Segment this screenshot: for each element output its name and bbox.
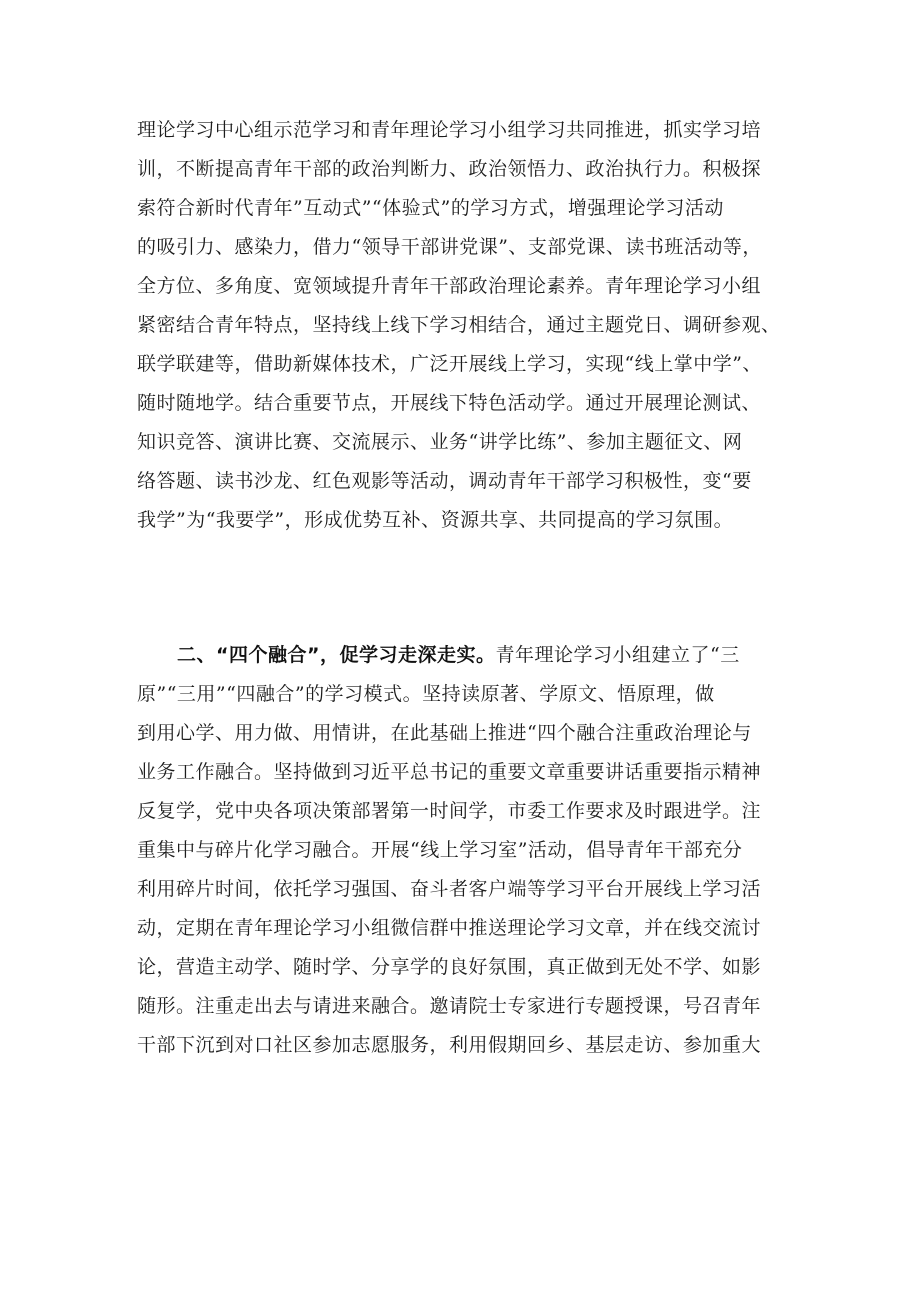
text-line: 利用碎片时间，依托学习强国、奋斗者客户端等学习平台开展线上学习活 <box>137 878 762 900</box>
text-line: 理论学习中心组示范学习和青年理论学习小组学习共同推进，抓实学习培 <box>137 119 762 141</box>
text-line: 业务工作融合。坚持做到习近平总书记的重要文章重要讲话重要指示精神 <box>137 761 762 783</box>
text-line: 干部下沉到对口社区参加志愿服务，利用假期回乡、基层走访、参加重大 <box>137 1034 762 1056</box>
text-line: 训，不断提高青年干部的政治判断力、政治领悟力、政治执行力。积极探 <box>137 158 762 180</box>
text-line: 索符合新时代青年”互动式”“体验式”的学习方式，增强理论学习活动 <box>137 197 724 219</box>
text-line: 动，定期在青年理论学习小组微信群中推送理论学习文章，并在线交流讨 <box>137 917 762 939</box>
text-line: 论，营造主动学、随时学、分享学的良好氛围，真正做到无处不学、如影 <box>137 956 762 978</box>
text-line: 联学联建等，借助新媒体技术，广泛开展线上学习，实现“线上掌中学”、 <box>137 353 762 375</box>
text-line: 反复学，党中央各项决策部署第一时间学，市委工作要求及时跟进学。注 <box>137 800 762 822</box>
text-line: 原”“三用”“四融合”的学习模式。坚持读原著、学原文、悟原理，做 <box>137 683 715 705</box>
text-line: 全方位、多角度、宽领域提升青年干部政治理论素养。青年理论学习小组 <box>137 275 762 297</box>
text-line: 知识竞答、演讲比赛、交流展示、业务“讲学比练”、参加主题征文、网 <box>137 431 743 453</box>
paragraph-1 <box>137 111 797 540</box>
text-line: 重集中与碎片化学习融合。开展“线上学习室”活动，倡导青年干部充分 <box>137 839 743 861</box>
text-line: 到用心学、用力做、用情讲，在此基础上推进“四个融合注重政治理论与 <box>137 722 752 744</box>
section-heading: 二、“四个融合”，促学习走深走实。 <box>177 644 496 666</box>
text-line: 络答题、读书沙龙、红色观影等活动，调动青年干部学习积极性，变“要 <box>137 470 752 492</box>
text-line: 随形。注重走出去与请进来融合。邀请院士专家进行专题授课，号召青年 <box>137 995 762 1017</box>
text-line: 我学”为“我要学”，形成优势互补、资源共享、共同提高的学习氛围。 <box>137 509 734 531</box>
text-line-first <box>137 636 797 675</box>
text-line: 的吸引力、感染力，借力“领导干部讲党课”、支部党课、读书班活动等， <box>137 236 762 258</box>
text-line: 紧密结合青年特点，坚持线上线下学习相结合，通过主题党日、调研参观、 <box>137 314 781 336</box>
text-line: 随时随地学。结合重要节点，开展线下特色活动学。通过开展理论测试、 <box>137 392 762 414</box>
paragraph-2 <box>137 636 797 1065</box>
text-run: 青年理论学习小组建立了“三 <box>495 644 740 666</box>
